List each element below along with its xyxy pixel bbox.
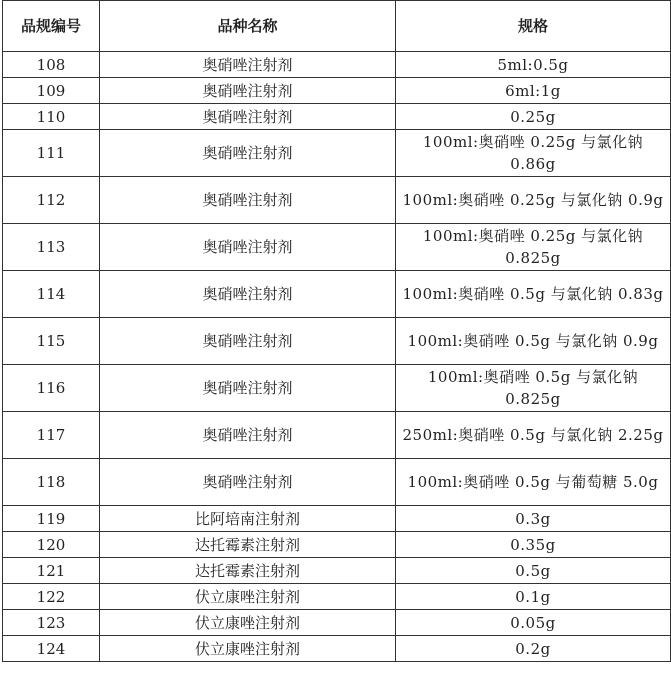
row-name: 奥硝唑注射剂 [100,412,396,459]
table-row [3,104,671,130]
row-name: 伏立康唑注射剂 [100,636,396,662]
row-id: 109 [3,78,100,104]
row-spec: 0.25g [396,104,671,130]
row-name: 奥硝唑注射剂 [100,271,396,318]
row-id: 112 [3,177,100,224]
table-row [3,224,671,271]
row-spec: 6ml:1g [396,78,671,104]
row-name: 奥硝唑注射剂 [100,104,396,130]
table-row [3,584,671,610]
row-spec: 250ml:奥硝唑 0.5g 与氯化钠 2.25g [396,412,671,459]
row-id: 113 [3,224,100,271]
table-row [3,610,671,636]
row-name: 达托霉素注射剂 [100,558,396,584]
row-name: 奥硝唑注射剂 [100,130,396,177]
drug-spec-table [2,0,671,662]
row-name: 伏立康唑注射剂 [100,610,396,636]
row-id: 117 [3,412,100,459]
row-id: 111 [3,130,100,177]
row-spec: 0.1g [396,584,671,610]
row-id: 114 [3,271,100,318]
header-row [3,1,671,52]
table-row [3,365,671,412]
row-name: 奥硝唑注射剂 [100,78,396,104]
row-id: 122 [3,584,100,610]
row-name: 奥硝唑注射剂 [100,177,396,224]
row-spec: 0.3g [396,506,671,532]
row-name: 奥硝唑注射剂 [100,52,396,78]
header-spec: 规格 [396,1,671,52]
row-id: 124 [3,636,100,662]
row-name: 伏立康唑注射剂 [100,584,396,610]
row-spec: 0.05g [396,610,671,636]
table-row [3,558,671,584]
row-spec: 0.35g [396,532,671,558]
row-id: 119 [3,506,100,532]
table-row [3,459,671,506]
table-row [3,78,671,104]
header-name: 品种名称 [100,1,396,52]
row-spec: 100ml:奥硝唑 0.25g 与氯化钠 0.86g [396,130,671,177]
row-spec: 100ml:奥硝唑 0.5g 与氯化钠 0.83g [396,271,671,318]
row-id: 121 [3,558,100,584]
row-id: 110 [3,104,100,130]
table-row [3,532,671,558]
row-name: 奥硝唑注射剂 [100,459,396,506]
row-spec: 100ml:奥硝唑 0.25g 与氯化钠 0.9g [396,177,671,224]
row-id: 118 [3,459,100,506]
row-id: 108 [3,52,100,78]
table-row [3,412,671,459]
row-spec: 100ml:奥硝唑 0.5g 与氯化钠 0.825g [396,365,671,412]
header-id: 品规编号 [3,1,100,52]
table-row [3,506,671,532]
row-name: 奥硝唑注射剂 [100,365,396,412]
row-id: 120 [3,532,100,558]
table-row [3,130,671,177]
row-id: 115 [3,318,100,365]
table-row [3,271,671,318]
table-row [3,177,671,224]
table-row [3,636,671,662]
row-spec: 100ml:奥硝唑 0.25g 与氯化钠 0.825g [396,224,671,271]
row-spec: 0.5g [396,558,671,584]
table-row [3,318,671,365]
row-name: 比阿培南注射剂 [100,506,396,532]
row-name: 奥硝唑注射剂 [100,224,396,271]
row-id: 116 [3,365,100,412]
row-spec: 100ml:奥硝唑 0.5g 与氯化钠 0.9g [396,318,671,365]
row-spec: 100ml:奥硝唑 0.5g 与葡萄糖 5.0g [396,459,671,506]
row-spec: 0.2g [396,636,671,662]
row-spec: 5ml:0.5g [396,52,671,78]
row-id: 123 [3,610,100,636]
row-name: 奥硝唑注射剂 [100,318,396,365]
row-name: 达托霉素注射剂 [100,532,396,558]
table-row [3,52,671,78]
